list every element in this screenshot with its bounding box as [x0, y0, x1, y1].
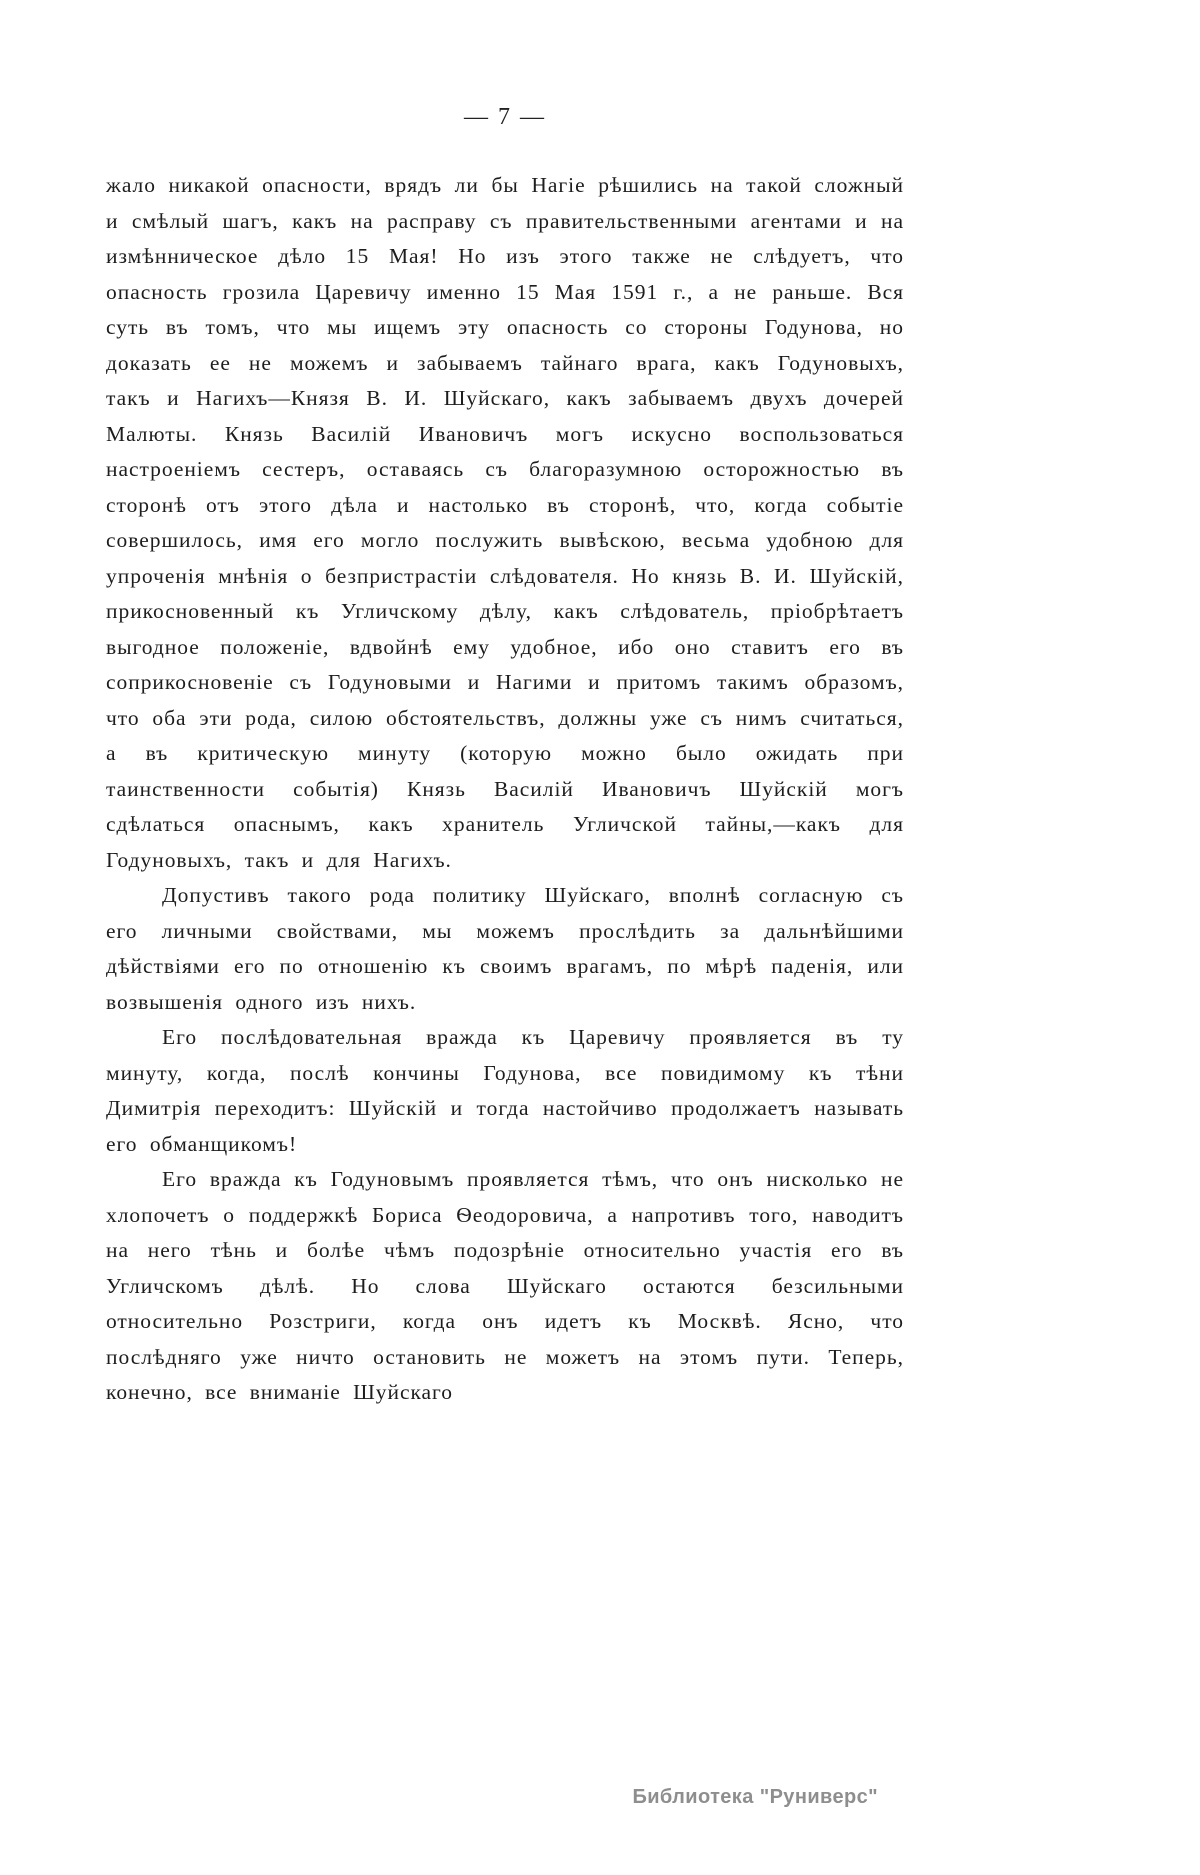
paragraph: жало никакой опасности, врядъ ли бы Нагіе рѣшились на такой сложный и смѣлый шагъ, какъ на расправу съ правительственными агентами и на измѣнническое дѣло 15 Мая! Но изъ этого также не слѣдуетъ, что опасность грозила Царевичу именно 15 Мая 1591 г., а не раньше. Вся суть въ томъ, что мы ищемъ эту опасность со стороны Годунова, но доказать ее не можемъ и забываемъ тайнаго врага, какъ Годуновыхъ, такъ и Нагихъ—Князя В. И. Шуйскаго, какъ забываемъ двухъ дочерей Малюты. Князь Василій Ивановичъ могъ искусно воспользоваться настроеніемъ сестеръ, оставаясь съ благоразумною осторожностью въ сторонѣ отъ этого дѣла и настолько въ сторонѣ, что, когда событіе совершилось, имя его могло послужить вывѣскою, весьма удобною для упроченія мнѣнія о безпристрастіи слѣдователя. Но князь В. И. Шуйскій, прикосновенный къ Угличскому дѣлу, какъ слѣдователь, пріобрѣтаетъ выгодное положеніе, вдвойнѣ ему удобное, ибо оно ставитъ его въ соприкосновеніе съ Годуновыми и Нагими и притомъ такимъ образомъ, что оба эти рода, силою обстоятельствъ, должны уже съ нимъ считаться, а въ критическую минуту (которую можно было ожидать при таинственности событія) Князь Василій Ивановичъ Шуйскій могъ сдѣлаться опаснымъ, какъ хранитель Угличской тайны,—какъ для Годуновыхъ, такъ и для Нагихъ.	[106, 173, 904, 872]
paragraph: Допустивъ такого рода политику Шуйскаго, вполнѣ согласную съ его личными свойствами, мы можемъ прослѣдить за дальнѣйшими дѣйствіями его по отношенію къ своимъ врагамъ, по мѣрѣ паденія, или возвышенія одного изъ нихъ.	[106, 883, 904, 1014]
paragraph: Его послѣдовательная вражда къ Царевичу проявляется въ ту минуту, когда, послѣ кончины Годунова, все повидимому къ тѣни Димитрія переходитъ: Шуйскій и тогда настойчиво продолжаетъ называть его обманщикомъ!	[106, 1025, 904, 1156]
page-number: — 7 —	[464, 104, 546, 130]
library-watermark: Библиотека "Руниверс"	[632, 1786, 878, 1808]
text-block	[106, 168, 904, 1411]
paragraph: Его вражда къ Годуновымъ проявляется тѣмъ, что онъ нисколько не хлопочетъ о поддержкѣ Бориса Ѳеодоровича, а напротивъ того, наводитъ на него тѣнь и болѣе чѣмъ подозрѣніе относительно участія его въ Угличскомъ дѣлѣ. Но слова Шуйскаго остаются безсильными относительно Розстриги, когда онъ идетъ къ Москвѣ. Ясно, что послѣдняго уже ничто остановить не можетъ на этомъ пути. Теперь, конечно, все вниманіе Шуйскаго	[106, 1167, 904, 1404]
